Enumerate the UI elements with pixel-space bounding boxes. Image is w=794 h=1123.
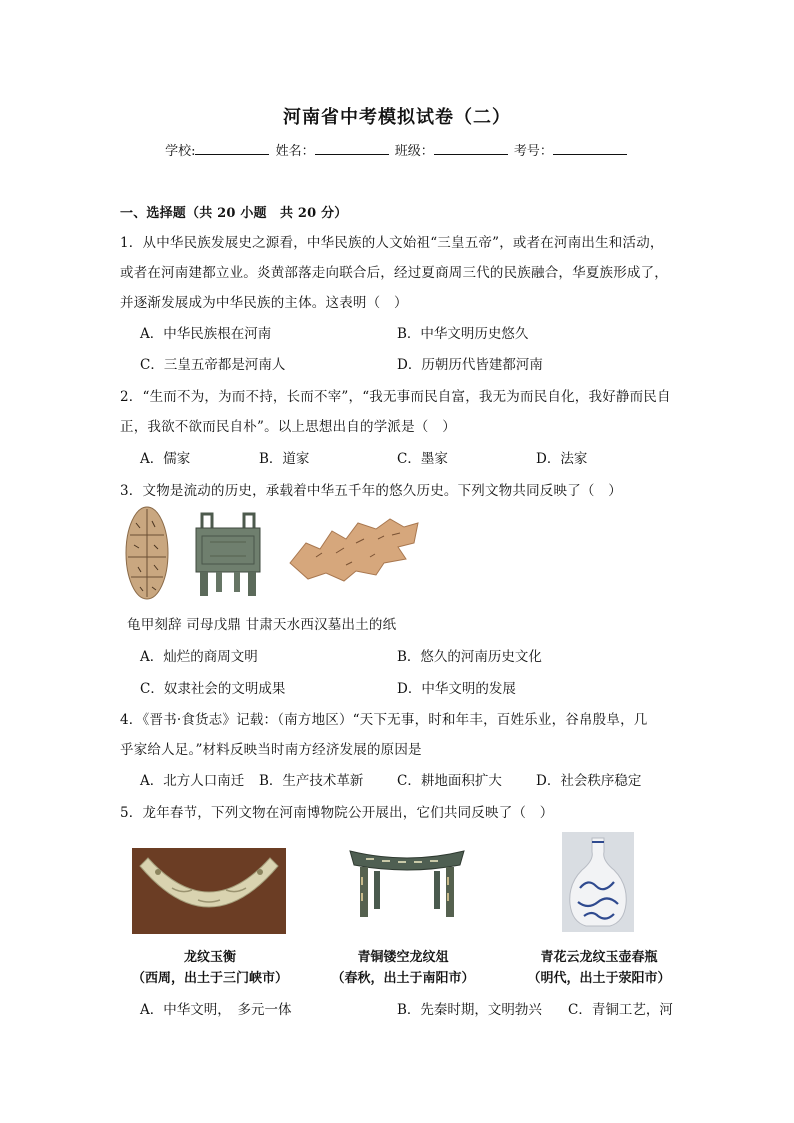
q3-option-b[interactable]: B．悠久的河南历史文化 (397, 649, 542, 665)
q2-option-c[interactable]: C．墨家 (397, 451, 448, 467)
q4-option-c[interactable]: C．耕地面积扩大 (397, 773, 502, 789)
page-title: 河南省中考模拟试卷（二） (283, 107, 511, 128)
q5-option-c[interactable]: C．青铜工艺，河 (568, 1002, 673, 1018)
q1-option-d[interactable]: D．历朝历代皆建都河南 (397, 357, 543, 373)
q2-option-d[interactable]: D．法家 (536, 451, 588, 467)
q5-artifact-3-name: 青花云龙纹玉壶春瓶 (540, 950, 658, 965)
turtle-shell-inscription-image (124, 505, 170, 601)
q5-artifact-2-detail: （春秋，出土于南阳市） (331, 971, 475, 986)
name-blank[interactable] (315, 142, 389, 155)
exam-no-blank[interactable] (553, 142, 627, 155)
q2-option-b[interactable]: B．道家 (259, 451, 310, 467)
exam-no-label: 考号： (513, 144, 553, 159)
name-label: 姓名： (275, 144, 315, 159)
bronze-dragon-zu-image (346, 843, 468, 921)
q4-option-a[interactable]: A．北方人口南迁 (140, 773, 245, 789)
q2-line-2: 正，我欲不欲而民自朴”。以上思想出自的学派是（ ） (120, 419, 456, 435)
student-info-line (0, 140, 794, 159)
q3-option-d[interactable]: D．中华文明的发展 (397, 681, 516, 697)
q1-line-1: 1．从中华民族发展史之源看，中华民族的人文始祖“三皇五帝”，或者在河南出生和活动， (120, 235, 664, 251)
q3-image-caption: 龟甲刻辞 司母戊鼎 甘肃天水西汉墓出土的纸 (127, 617, 397, 633)
q2-option-a[interactable]: A．儒家 (140, 451, 191, 467)
q4-line-2: 乎家给人足。”材料反映当时南方经济发展的原因是 (120, 742, 422, 758)
q1-line-2: 或者在河南建都立业。炎黄部落走向联合后，经过夏商周三代的民族融合，华夏族形成了， (120, 265, 668, 281)
q1-line-3: 并逐渐发展成为中华民族的主体。这表明（ ） (120, 295, 408, 311)
q5-artifact-2-name: 青铜镂空龙纹俎 (357, 950, 449, 965)
q5-option-b[interactable]: B．先秦时期，文明勃兴 (397, 1002, 542, 1018)
q5-artifact-1-name: 龙纹玉衡 (183, 950, 236, 965)
class-label: 班级： (394, 144, 434, 159)
school-label: 学校: (165, 144, 196, 159)
q3-option-c[interactable]: C．奴隶社会的文明成果 (140, 681, 286, 697)
q3-option-a[interactable]: A．灿烂的商周文明 (140, 649, 258, 665)
class-blank[interactable] (434, 142, 508, 155)
q5-artifact-3-detail: （明代，出土于荥阳市） (527, 971, 671, 986)
q1-option-b[interactable]: B．中华文明历史悠久 (397, 326, 529, 342)
q5-line-1: 5．龙年春节，下列文物在河南博物院公开展出，它们共同反映了（ ） (120, 805, 554, 821)
school-blank[interactable] (195, 142, 269, 155)
blue-white-vase-image (562, 832, 634, 932)
q2-line-1: 2．“生而不为，为而不持，长而不宰”，“我无事而民自富，我无为而民自化，我好静而民自 (120, 389, 671, 405)
q4-option-d[interactable]: D．社会秩序稳定 (536, 773, 642, 789)
jade-dragon-heng-image (132, 848, 286, 934)
q5-artifact-1-detail: （西周，出土于三门峡市） (131, 971, 288, 986)
q3-line-1: 3．文物是流动的历史，承载着中华五千年的悠久历史。下列文物共同反映了（ ） (120, 483, 622, 499)
q1-option-c[interactable]: C．三皇五帝都是河南人 (140, 357, 286, 373)
section-title: 一、选择题（共 20 小题 共 20 分） (120, 206, 348, 221)
q5-option-a[interactable]: A．中华文明， 多元一体 (140, 1002, 292, 1018)
q4-option-b[interactable]: B．生产技术革新 (259, 773, 364, 789)
q1-option-a[interactable]: A．中华民族根在河南 (140, 326, 272, 342)
han-dynasty-paper-image (286, 513, 422, 585)
q4-line-1: 4．《晋书·食货志》记载：（南方地区）“天下无事，时和年丰，百姓乐业，谷帛殷阜，几 (120, 712, 648, 728)
simuwu-ding-image (192, 512, 264, 598)
